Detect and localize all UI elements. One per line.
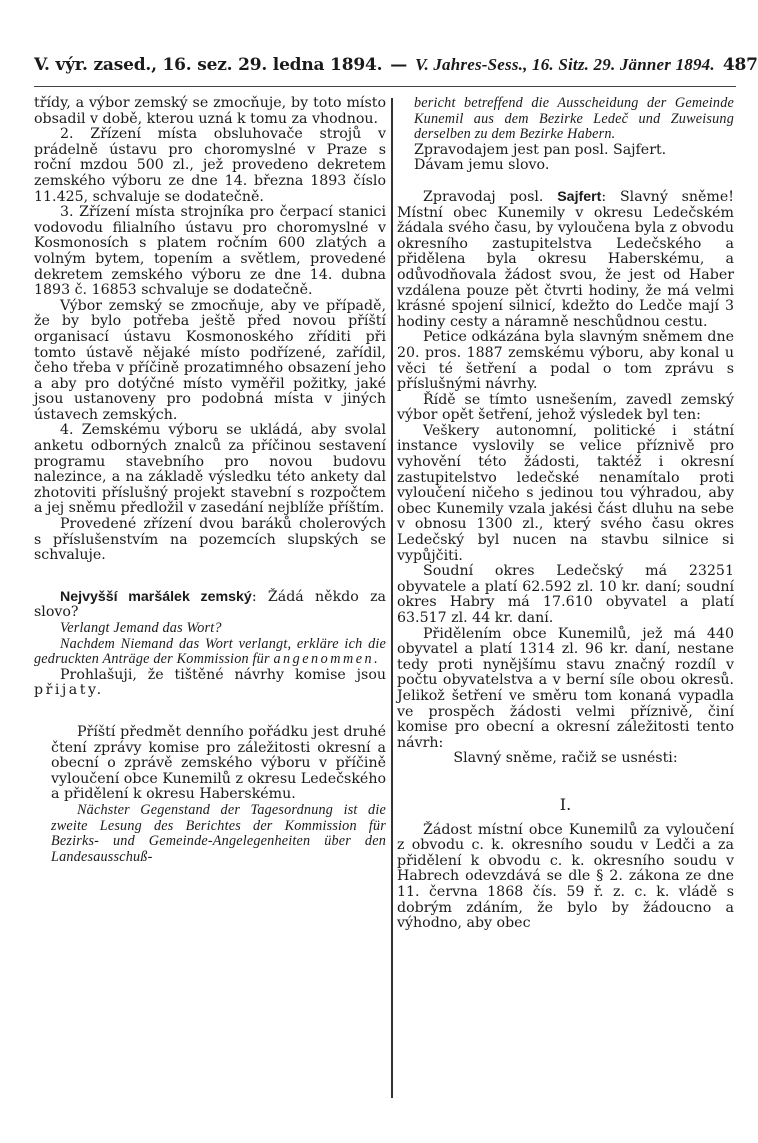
speaker-text: : Slavný sněme! Místní obec Kunemily v okresu Ledečském žádala svého času, by vyloučena byla z obvodu okresního zastupitelstva Ledečského a přidělena byla okresu Haberskému, a odůvodňovala žádost svou, že jest od Haber vzdálena pouze pět čtvrti hodiny, že má velmi krásné spojení silnicí, kdežto do Ledče mají 3 hodiny cesty a náramně neschůdnou cestu. bbox=[397, 188, 734, 330]
proclamation-spaced: přijaty. bbox=[34, 682, 104, 699]
header-dash: — bbox=[390, 55, 408, 75]
paragraph: Soudní okres Ledečský má 23251 obyvatele a platí 62.592 zl. 10 kr. daní; soudní okres Habry má 17.610 obyvatel a platí 63.517 zl. 44 kr. daní. bbox=[397, 563, 734, 626]
paragraph: Přidělením obce Kunemilů, jež má 440 obyvatel a platí 1314 zl. 96 kr. daní, nestane tedy proti nynějšímu stavu značný rozdíl v počtu obyvatelstva a v berní síle obou okresů. Jelikož šetření ve směru tom konaná vypadla ve prospěch žádosti velmi příznivě, činí komise pro obecní a okresní záležitosti tento návrh: bbox=[397, 625, 734, 751]
left-column bbox=[34, 96, 386, 865]
paragraph: Řídě se tímto usnešením, zavedl zemský výbor opět šetření, jehož výsledek byl ten: bbox=[397, 391, 734, 424]
paragraph: 2. Zřízení místa obsluhovače strojů v prádelně ústavu pro choromyslné v Praze s roční mzdou 500 zl., jež provedeno dekretem zemského výboru ze dne 14. března 1893 číslo 11.425, schvaluje se dodatečně. bbox=[34, 126, 386, 205]
header-rule bbox=[34, 86, 736, 87]
speaker-text: : Žádá někdo za slovo? bbox=[34, 588, 387, 621]
right-column bbox=[397, 96, 734, 932]
proclamation-text: Prohlašuji, že tištěné návrhy komise jsou bbox=[60, 666, 386, 683]
header-german: V. Jahres-Sess., 16. Sitz. 29. Jänner 1894. bbox=[415, 55, 715, 74]
page-number: 487 bbox=[722, 55, 758, 75]
section-numeral: I. bbox=[559, 794, 572, 814]
running-header bbox=[34, 55, 758, 85]
german-question: Verlangt Jemand das Wort? bbox=[60, 620, 222, 636]
header-czech: V. výr. zased., 16. sez. 29. ledna 1894. bbox=[34, 55, 383, 75]
paragraph: Provedené zřízení dvou baráků cholerových s příslušenstvím na pozemcích slupských se schvaluje. bbox=[34, 516, 386, 564]
paragraph: Žádost místní obce Kunemilů za vyloučení z obvodu c. k. okresního soudu v Ledči a za přidělení k obvodu c. k. okresního soudu v Habrech odevzdává se dle § 2. zákona ze dne 11. června 1868 čís. 59 ř. z. c. k. vládě s dobrým zdáním, že bylo by žádoucno a výhodno, aby obec bbox=[397, 821, 734, 932]
resolution-line: Slavný sněme, račiž se usnésti: bbox=[453, 750, 678, 767]
speaker-name: Nejvyšší maršálek zemský bbox=[60, 588, 252, 605]
paragraph: Petice odkázána byla slavným sněmem dne 20. pros. 1887 zemskému výboru, aby konal u věci té šetření a podal o tom zprávu s příslušnými návrhy. bbox=[397, 329, 734, 393]
paragraph: 4. Zemskému výboru se ukládá, aby svolal anketu odborných znalců za příčinou sestavení programu stavebního pro novou budovu nalezince, a na základě výsledku této ankety dal zhotoviti příslušný projekt stavební s rozpočtem a jej sněmu předložil v zasedání nejblíže příštím. bbox=[34, 422, 386, 517]
paragraph: 3. Zřízení místa strojníka pro čerpací stanici vodovodu filialního ústavu pro choromyslné v Kosmonosích s platem ročním 600 zlatých a volným bytem, topením a světlem, provedené dekretem zemského výboru ze dne 14. dubna 1893 č. 16853 schvaluje se dodatečně. bbox=[34, 204, 386, 299]
german-declaration bbox=[34, 637, 386, 668]
next-agenda-item: Příští předmět denního pořádku jest druhé čtení zprávy komise pro záležitosti okresní a obecní o zprávě zemského výboru v příčině vyloučení obce Kunemilů z okresu Ledečského a přidělení k okresu Haberskému. bbox=[51, 723, 386, 803]
floor-line: Dávam jemu slovo. bbox=[414, 157, 550, 174]
speaker-paragraph bbox=[34, 590, 386, 621]
speaker-paragraph bbox=[397, 190, 734, 330]
paragraph: Veškery autonomní, politické i státní instance vyslovily se velice příznivě pro vyhovění této žádosti, taktéž i okresní zastupitelstvo ledečské nenamítalo proti vyloučení ničeho s jedinou tou výhradou, aby obec Kunemily vzala jakési část dluhu na sebe v obnosu 1300 zl., který svého času okres Ledečský byl nucen na stavbu silnice si vypůjčiti. bbox=[397, 422, 734, 564]
german-declaration-spaced: angenommen. bbox=[273, 651, 381, 668]
next-agenda-item-german: Nächster Gegenstand der Tagesordnung ist die zweite Lesung des Berichtes der Kommission für Bezirks- und Gemeinde-Angelegenheiten über den Landesausschuß- bbox=[51, 801, 386, 865]
speaker-name: Sajfert bbox=[557, 188, 602, 205]
paragraph: Výbor zemský se zmocňuje, aby ve případě, že by bylo potřeba ještě před novou příští organisací ústavu Kosmonoského zříditi při tomto ústavě nějaké místo podřízené, zařídil, čeho třeba v příčině prozatimného obsazení jeho a aby pro dotýčné místo vyměřil požitky, jaké jsou ustanoveny pro podobná místa v jiných ústavech zemských. bbox=[34, 297, 386, 423]
german-continuation: bericht betreffend die Ausscheidung der Gemeinde Kunemil aus dem Bezirke Ledeč und Zuweisung derselben zu dem Bezirke Habern. bbox=[414, 95, 734, 143]
rapporteur-line: Zpravodajem jest pan posl. Sajfert. bbox=[414, 141, 667, 158]
proclamation bbox=[34, 668, 386, 699]
column-divider bbox=[391, 98, 393, 1098]
speaker-prefix: Zpravodaj posl. bbox=[423, 188, 544, 205]
paragraph: třídy, a výbor zemský se zmocňuje, by toto místo obsadil v době, kterou uzná k tomu za vhodnou. bbox=[34, 95, 386, 127]
german-declaration-text: Nachdem Niemand das Wort verlangt, erkläre ich die gedruckten Anträge der Kommission für bbox=[34, 635, 386, 668]
